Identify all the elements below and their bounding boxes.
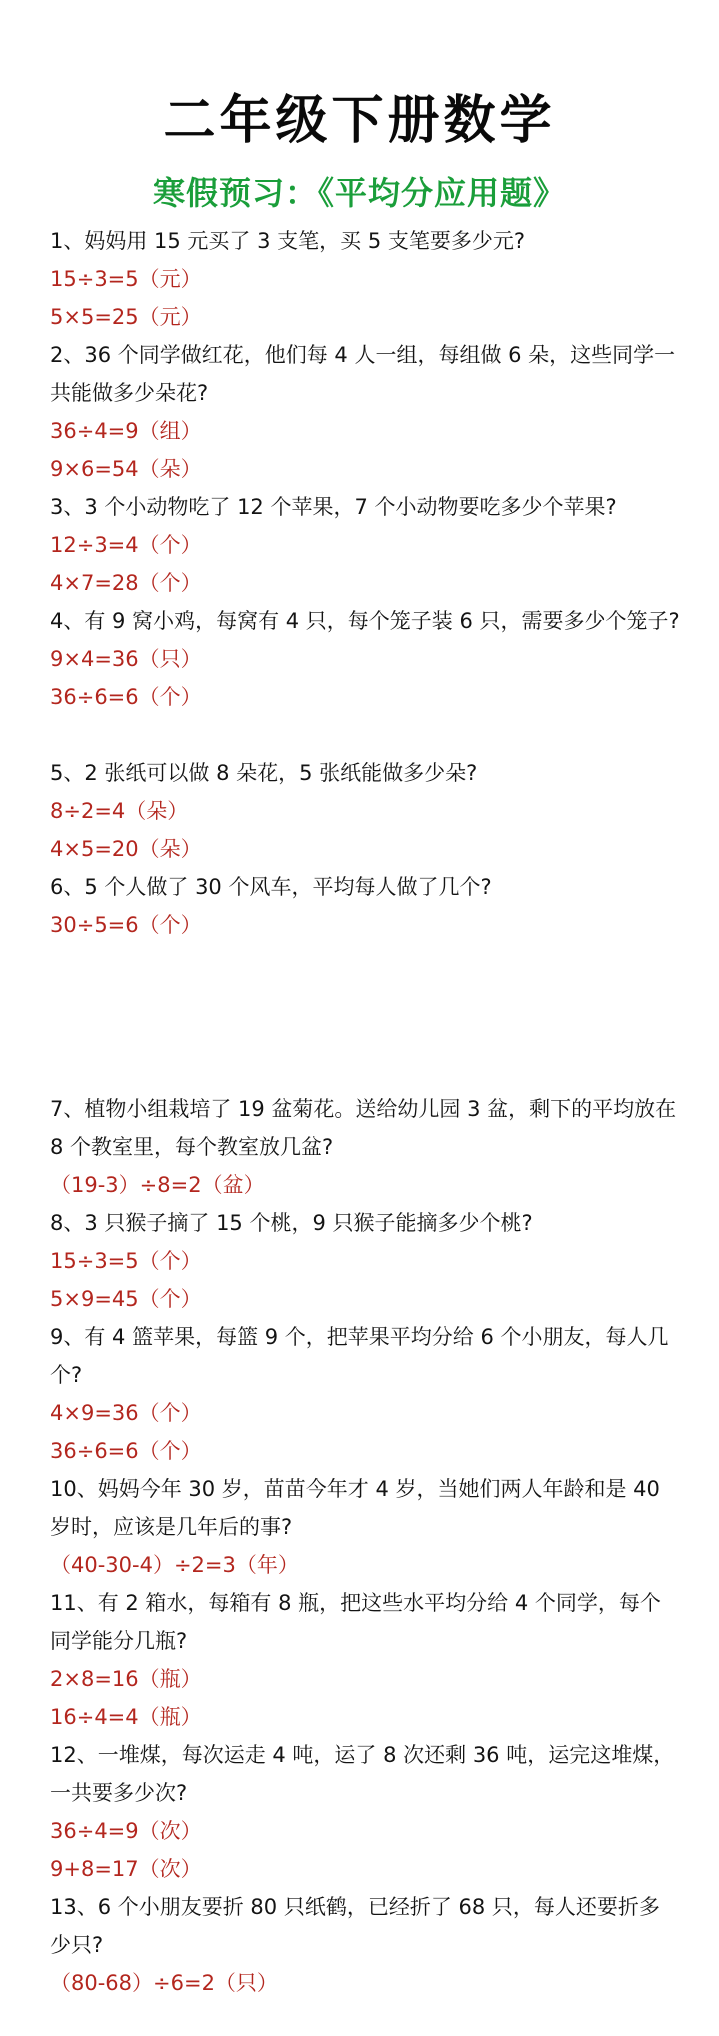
answer-line: 30÷5=6（个） [50, 913, 202, 937]
answer-line: （80-68）÷6=2（只） [50, 1971, 278, 1995]
problem-12 [50, 1736, 680, 1888]
answer-line: 15÷3=5（元） [50, 267, 202, 291]
answer-line: 9+8=17（次） [50, 1857, 202, 1881]
problem-3 [50, 488, 680, 602]
answer-line: 9×4=36（只） [50, 647, 202, 671]
answer-line: 15÷3=5（个） [50, 1249, 202, 1273]
answer-line: 9×6=54（朵） [50, 457, 202, 481]
problem-6 [50, 868, 680, 944]
question-text: 3、3 个小动物吃了 12 个苹果，7 个小动物要吃多少个苹果? [50, 495, 617, 519]
answer-line: 8÷2=4（朵） [50, 799, 189, 823]
answer-line: 36÷4=9（组） [50, 419, 202, 443]
answer-line: 4×5=20（朵） [50, 837, 202, 861]
problem-9 [50, 1318, 680, 1470]
answer-line: 36÷6=6（个） [50, 1439, 202, 1463]
question-text: 2、36 个同学做红花，他们每 4 人一组，每组做 6 朵，这些同学一共能做多少朵花? [50, 343, 676, 405]
question-text: 12、一堆煤，每次运走 4 吨，运了 8 次还剩 36 吨，运完这堆煤，一共要多少次? [50, 1743, 675, 1805]
problem-10 [50, 1470, 680, 1584]
problem-5 [50, 754, 680, 868]
answer-line: 12÷3=4（个） [50, 533, 202, 557]
problem-11 [50, 1584, 680, 1736]
question-text: 7、植物小组栽培了 19 盆菊花。送给幼儿园 3 盆，剩下的平均放在 8 个教室里，每个教室放几盆? [50, 1097, 677, 1159]
answer-line: 4×7=28（个） [50, 571, 202, 595]
page-subtitle: 寒假预习：《平均分应用题》 [152, 174, 566, 212]
answer-line: 16÷4=4（瓶） [50, 1705, 202, 1729]
answer-line: 4×9=36（个） [50, 1401, 202, 1425]
problem-13 [50, 1888, 680, 2002]
answer-line: 2×8=16（瓶） [50, 1667, 202, 1691]
answer-line: 5×5=25（元） [50, 305, 202, 329]
question-text: 1、妈妈用 15 元买了 3 支笔，买 5 支笔要多少元? [50, 229, 526, 253]
question-text: 9、有 4 篮苹果，每篮 9 个，把苹果平均分给 6 个小朋友，每人几个? [50, 1325, 669, 1387]
question-text: 4、有 9 窝小鸡，每窝有 4 只，每个笼子装 6 只，需要多少个笼子? [50, 609, 680, 633]
problem-2 [50, 336, 680, 488]
answer-line: 36÷4=9（次） [50, 1819, 202, 1843]
question-text: 5、2 张纸可以做 8 朵花，5 张纸能做多少朵? [50, 761, 478, 785]
problem-8 [50, 1204, 680, 1318]
answer-line: 5×9=45（个） [50, 1287, 202, 1311]
question-text: 11、有 2 箱水，每箱有 8 瓶，把这些水平均分给 4 个同学，每个同学能分几瓶? [50, 1591, 661, 1653]
answer-line: （19-3）÷8=2（盆） [50, 1173, 265, 1197]
problem-1 [50, 222, 680, 336]
problem-4 [50, 602, 680, 716]
answer-line: 36÷6=6（个） [50, 685, 202, 709]
question-text: 10、妈妈今年 30 岁，苗苗今年才 4 岁，当她们两人年龄和是 40 岁时，应该是几年后的事? [50, 1477, 660, 1539]
answer-line: （40-30-4）÷2=3（年） [50, 1553, 299, 1577]
question-text: 6、5 个人做了 30 个风车，平均每人做了几个? [50, 875, 492, 899]
question-text: 8、3 只猴子摘了 15 个桃，9 只猴子能摘多少个桃? [50, 1211, 533, 1235]
question-text: 13、6 个小朋友要折 80 只纸鹤，已经折了 68 只，每人还要折多少只? [50, 1895, 660, 1957]
problem-7 [50, 1090, 680, 1204]
page-title: 二年级下册数学 [163, 91, 556, 151]
